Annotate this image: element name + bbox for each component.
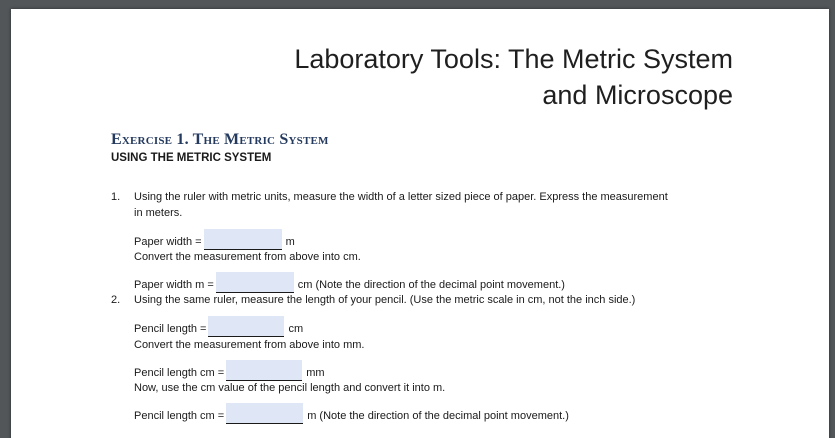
item-1-number: 1. bbox=[111, 191, 121, 203]
document-title bbox=[294, 41, 733, 113]
item-2-instruction-2: Now, use the cm value of the pencil length and convert it into m. bbox=[134, 382, 446, 394]
pencil-length-mm-label: Pencil length cm = bbox=[134, 367, 225, 379]
pencil-length-mm-unit: mm bbox=[306, 367, 325, 379]
paper-width-m-field[interactable] bbox=[204, 229, 282, 250]
paper-width-cm-label: Paper width m = bbox=[134, 279, 214, 291]
paper-width-cm-field[interactable] bbox=[216, 272, 294, 293]
paper-width-cm-unit: cm (Note the direction of the decimal point movement.) bbox=[297, 279, 565, 291]
pencil-length-m-row bbox=[134, 403, 569, 422]
item-1-instruction: Convert the measurement from above into cm. bbox=[134, 251, 361, 263]
title-line-2: and Microscope bbox=[542, 80, 733, 110]
paper-width-cm-row bbox=[134, 272, 565, 291]
exercise-heading: Exercise 1. The Metric System bbox=[111, 131, 329, 148]
pencil-length-mm-row bbox=[134, 360, 325, 379]
paper-width-m-label: Paper width = bbox=[134, 236, 202, 248]
item-1-text-line-1: Using the ruler with metric units, measure the width of a letter sized piece of paper. Express the measurement bbox=[134, 191, 668, 203]
pencil-length-m-field[interactable] bbox=[226, 403, 303, 424]
pencil-length-cm-row bbox=[134, 316, 303, 335]
pencil-length-cm-field[interactable] bbox=[208, 316, 284, 337]
pencil-length-mm-field[interactable] bbox=[226, 360, 302, 381]
title-line-1: Laboratory Tools: The Metric System bbox=[294, 44, 733, 74]
paper-width-m-unit: m bbox=[285, 236, 295, 248]
pencil-length-cm-unit: cm bbox=[288, 323, 304, 335]
item-2-number: 2. bbox=[111, 294, 121, 306]
pencil-length-m-unit: m (Note the direction of the decimal point movement.) bbox=[307, 410, 569, 422]
pencil-length-cm-label: Pencil length = bbox=[134, 323, 207, 335]
document-page bbox=[11, 9, 829, 438]
paper-width-m-row bbox=[134, 229, 295, 248]
item-2-instruction-1: Convert the measurement from above into mm. bbox=[134, 339, 365, 351]
item-2-text-line-1: Using the same ruler, measure the length of your pencil. (Use the metric scale in cm, not the inch side.) bbox=[134, 294, 636, 306]
pencil-length-m-label: Pencil length cm = bbox=[134, 410, 225, 422]
section-subheading: USING THE METRIC SYSTEM bbox=[111, 152, 272, 164]
item-1-text-line-2: in meters. bbox=[134, 207, 183, 219]
